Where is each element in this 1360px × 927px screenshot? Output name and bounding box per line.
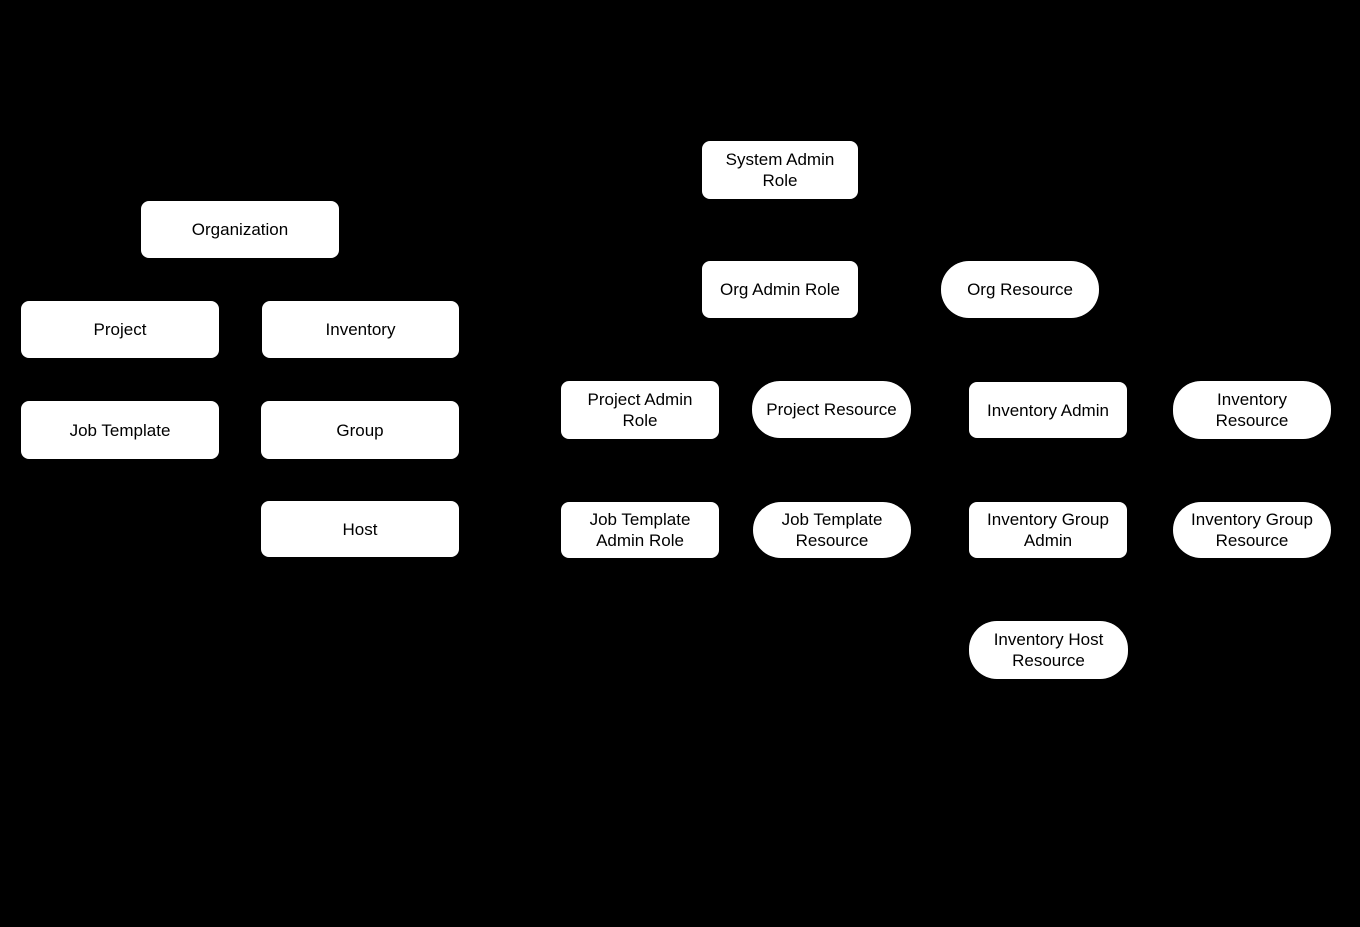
node-label: Project [93,320,147,339]
node-project-admin-role [561,381,719,439]
node-label: Inventory Host [993,630,1104,649]
node-label: Group [336,420,384,440]
node-label: Job Template [589,510,691,529]
node-label: Inventory [1217,390,1287,409]
node-label: System Admin [725,150,835,169]
node-label: Resource [1215,411,1289,430]
node-label: Inventory Group [1191,510,1313,529]
node-label: Organization [191,220,289,239]
node-label: Project Resource [766,400,897,419]
node-org-admin-role [702,261,858,318]
node-label: Job Template [69,420,171,440]
node-host [261,501,459,557]
node-project [21,301,219,358]
node-label: Resource [1215,531,1289,550]
node-inventory [262,301,459,358]
node-inventory-group-resource [1173,502,1331,558]
node-label: Org Admin Role [720,280,840,299]
node-label: Project Admin [587,390,693,409]
node-job-template [21,401,219,459]
node-label: Job Template [781,510,883,529]
node-label: Inventory Group [987,510,1109,529]
node-system-admin-role [702,141,858,199]
node-project-resource [752,381,911,438]
node-label: Resource [1012,651,1085,670]
node-label: Role [762,171,798,190]
node-inventory-resource [1173,381,1331,439]
node-label: Role [622,411,658,430]
node-job-template-resource [753,502,911,558]
node-org-resource [941,261,1099,318]
node-label: Inventory Admin [987,400,1109,420]
node-inventory-host-resource [969,621,1128,679]
node-inventory-admin [969,382,1127,438]
node-organization [141,201,339,258]
node-group [261,401,459,459]
node-label: Admin [1023,531,1073,550]
node-label: Org Resource [967,280,1073,299]
node-job-template-admin-role [561,502,719,558]
node-label: Inventory [325,320,396,339]
node-label: Host [342,519,378,539]
node-label: Admin Role [596,531,684,550]
node-inventory-group-admin [969,502,1127,558]
node-label: Resource [795,531,869,550]
